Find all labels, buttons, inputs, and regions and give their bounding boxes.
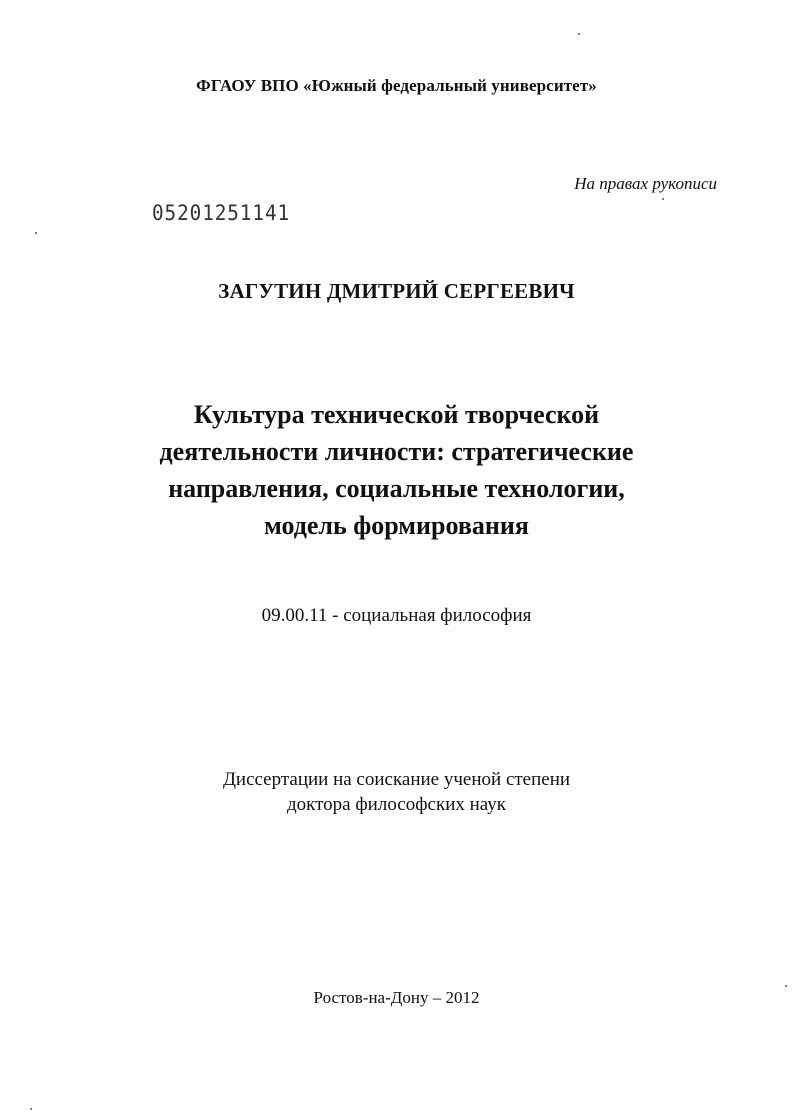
degree-line: доктора философских наук bbox=[286, 794, 506, 815]
scan-speck bbox=[30, 1108, 32, 1110]
scan-speck bbox=[35, 232, 37, 234]
title-line: направления, социальные технологии, bbox=[168, 474, 625, 503]
scan-speck bbox=[785, 985, 787, 987]
specialty-code: 09.00.11 - социальная философия bbox=[261, 605, 532, 626]
scan-speck bbox=[662, 198, 664, 200]
scan-speck bbox=[578, 33, 580, 35]
place-and-year: Ростов-на-Дону – 2012 bbox=[313, 988, 480, 1007]
title-line: деятельности личности: стратегические bbox=[159, 437, 634, 466]
dissertation-title bbox=[90, 396, 703, 544]
title-line: Культура технической творческой bbox=[193, 400, 600, 429]
author-name: ЗАГУТИН ДМИТРИЙ СЕРГЕЕВИЧ bbox=[218, 279, 575, 303]
archive-number-stamp: 05201251141 bbox=[152, 201, 291, 225]
institution-name: ФГАОУ ВПО «Южный федеральный университет» bbox=[196, 76, 597, 95]
degree-statement bbox=[0, 767, 793, 817]
manuscript-note: На правах рукописи bbox=[574, 174, 717, 193]
title-line: модель формирования bbox=[264, 511, 529, 540]
degree-line: Диссертации на соискание ученой степени bbox=[222, 769, 571, 790]
